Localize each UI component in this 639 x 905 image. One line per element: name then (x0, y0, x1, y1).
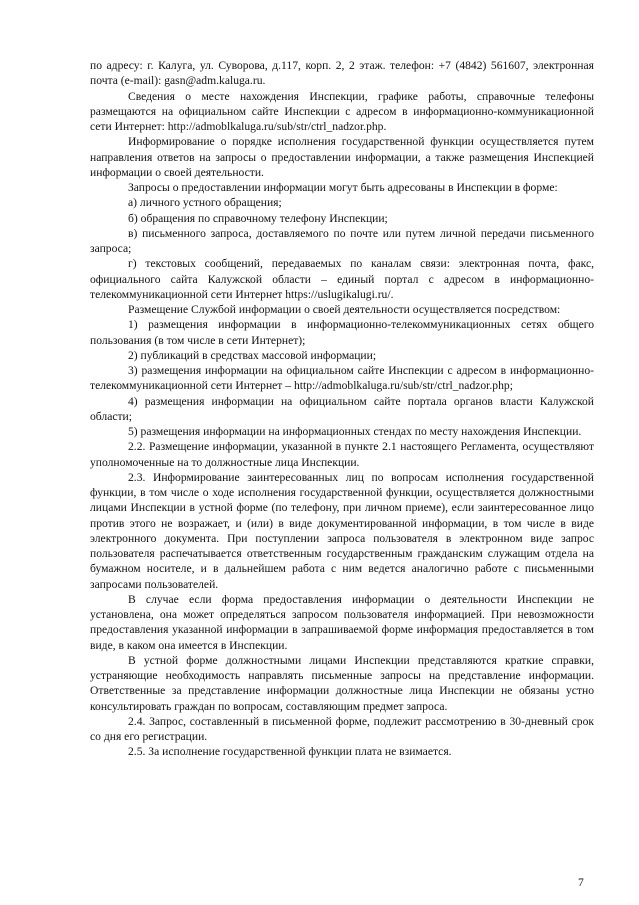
list-item: г) текстовых сообщений, передаваемых по каналам связи: электронная почта, факс, официального сайта Калужской области – единый портал с адресом в информационно-телекоммуникационной сети Интернет https://uslugikalugi.ru/. (90, 257, 594, 301)
page-number: 7 (578, 876, 584, 889)
document-body (90, 58, 594, 760)
list-item: в) письменного запроса, доставляемого по почте или путем личной передачи письменного запроса; (90, 226, 594, 255)
paragraph: Запросы о предоставлении информации могут быть адресованы в Инспекции в форме: (128, 181, 558, 194)
paragraph: 2.3. Информирование заинтересованных лиц по вопросам исполнения государственной функции, в том числе о ходе исполнения государственной функции, осуществляется должностными лицами Инспекции в устной форме (по телефону, при личном приеме), если заинтересованное лицо против этого не возражает, и (или) в виде документированной информации, в том числе в виде электронного документа. При поступлении запроса пользователя в электронном виде запрос пользователя распечатывается ответственным государственным гражданским служащим отдела на бумажном носителе, и в дальнейшем работа с ним ведется аналогично работе с письменными запросами пользователей. (90, 470, 594, 591)
list-item: 4) размещения информации на официальном сайте портала органов власти Калужской области; (90, 394, 594, 423)
paragraph: Сведения о месте нахождения Инспекции, графике работы, справочные телефоны размещаются на официальном сайте Инспекции с адресом в информационно-коммуникационной сети Интернет: http://admoblkaluga.ru/sub/str/ctrl_nadzor.php. (90, 89, 594, 133)
list-item: б) обращения по справочному телефону Инспекции; (128, 211, 388, 225)
paragraph: 2.2. Размещение информации, указанной в пункте 2.1 настоящего Регламента, осуществляют уполномоченные на то должностные лица Инспекции. (90, 440, 594, 469)
list-item: 3) размещения информации на официальном сайте Инспекции с адресом в информационно-телекоммуникационной сети Интернет – http://admoblkaluga.ru/sub/str/ctrl_nadzor.php; (90, 364, 594, 393)
paragraph: Информирование о порядке исполнения государственной функции осуществляется путем направления ответов на запросы о предоставлении информации, а также размещения Инспекцией информации о своей деятельности. (90, 135, 594, 179)
list-item: 2) публикаций в средствах массовой информации; (128, 348, 377, 362)
paragraph: 2.5. За исполнение государственной функции плата не взимается. (128, 745, 452, 759)
paragraph: В случае если форма предоставления информации о деятельности Инспекции не установлена, она может определяться запросом пользователя информацией. При невозможности предоставления указанной информации в запрашиваемой форме информация предоставляется в том виде, в каком она имеется в Инспекции. (90, 592, 594, 652)
paragraph: Размещение Службой информации о своей деятельности осуществляется посредством: (128, 303, 561, 316)
list-item: 5) размещения информации на информационных стендах по месту нахождения Инспекции. (128, 425, 582, 438)
paragraph: В устной форме должностными лицами Инспекции представляются краткие справки, устраняющие необходимость направлять письменные запросы на представление информации. Ответственные за представление информации должностные лица Инспекции не обязаны устно консультировать граждан по вопросам, составляющим предмет запроса. (90, 653, 594, 713)
paragraph: 2.4. Запрос, составленный в письменной форме, подлежит рассмотрению в 30-дневный срок со дня его регистрации. (90, 714, 594, 743)
list-item: а) личного устного обращения; (128, 196, 282, 210)
list-item: 1) размещения информации в информационно-телекоммуникационных сетях общего пользования (в том числе в сети Интернет); (90, 318, 594, 347)
paragraph: по адресу: г. Калуга, ул. Суворова, д.117, корп. 2, 2 этаж. телефон: +7 (4842) 561607, электронная почта (e-mail): gasn@adm.kaluga.ru. (90, 59, 594, 88)
